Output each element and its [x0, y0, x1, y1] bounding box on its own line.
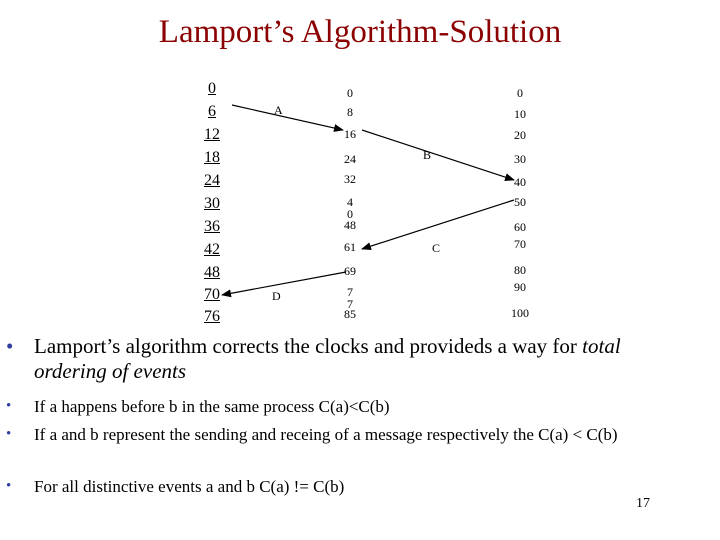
bullet-dot: •	[6, 334, 14, 358]
message-d-arrow	[222, 272, 346, 295]
clock-value: 18	[204, 149, 220, 166]
bullet-dot: •	[6, 426, 12, 442]
clock-value: 100	[511, 306, 529, 320]
clock-value: 7	[347, 297, 353, 311]
message-d-label: D	[272, 289, 281, 303]
message-b-arrow	[362, 130, 514, 180]
clock-value: 60	[514, 220, 526, 234]
clock-value: 48	[204, 264, 220, 281]
message-c-label: C	[432, 241, 441, 255]
clock-value: 0	[347, 86, 353, 100]
clock-value: 30	[204, 195, 220, 212]
clock-value: 0	[517, 86, 523, 100]
clock-value: 16	[344, 127, 356, 141]
clock-value: 24	[204, 172, 220, 189]
slide-title: Lamport’s Algorithm-Solution	[158, 14, 562, 50]
clock-value: 80	[514, 263, 526, 277]
clock-value: 0	[347, 207, 353, 221]
clock-value: 76	[204, 308, 220, 325]
clock-value: 40	[514, 175, 526, 189]
bullet-dot: •	[6, 478, 12, 494]
clock-value: 4	[347, 195, 353, 209]
clock-value: 61	[344, 240, 356, 254]
clock-value: 30	[514, 152, 526, 166]
page-number: 17	[636, 496, 650, 511]
clock-value: 24	[344, 152, 356, 166]
clock-value: 69	[344, 264, 356, 278]
message-b-label: B	[423, 148, 432, 162]
clock-value: 32	[344, 172, 356, 186]
clock-value: 10	[514, 107, 526, 121]
clock-value: 70	[514, 237, 526, 251]
clock-value: 6	[208, 103, 216, 120]
clock-value: 70	[204, 286, 220, 303]
bullet-dot: •	[6, 398, 12, 414]
clock-value: 36	[204, 218, 220, 235]
clock-value: 42	[204, 241, 220, 258]
clock-value: 0	[208, 80, 216, 97]
clock-value: 8	[347, 105, 353, 119]
message-a-label: A	[274, 103, 283, 117]
clock-value: 7	[347, 285, 353, 299]
message-a-arrow	[232, 105, 343, 130]
clock-value: 20	[514, 128, 526, 142]
clock-value: 90	[514, 280, 526, 294]
clock-value: 50	[514, 195, 526, 209]
clock-value: 48	[344, 218, 356, 232]
clock-value: 85	[344, 307, 356, 321]
clock-value: 12	[204, 126, 220, 143]
